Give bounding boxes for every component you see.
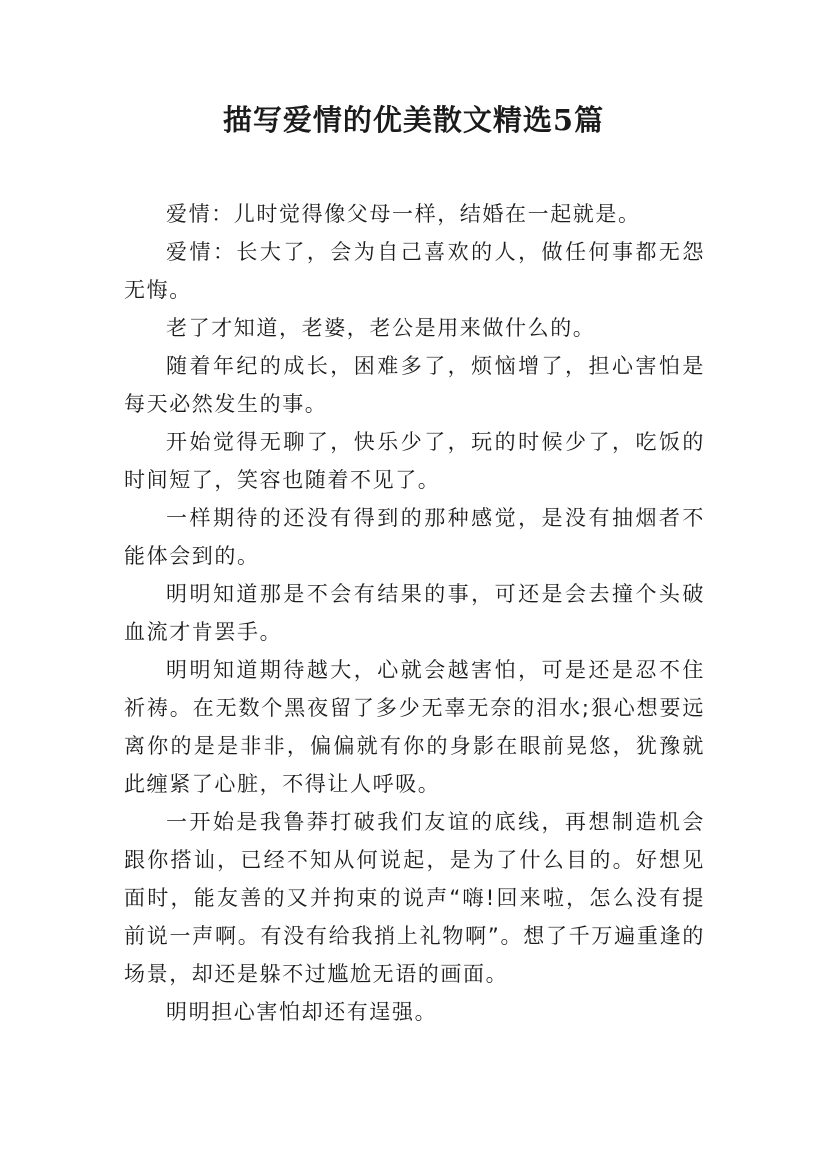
- document-body: [124, 195, 705, 1031]
- paragraph: 一开始是我鲁莽打破我们友谊的底线，再想制造机会跟你搭讪，已经不知从何说起，是为了什么目的。好想见面时，能友善的又并拘束的说声“嗨!回来啦，怎么没有提前说一声啊。有没有给我捎上礼物啊”。想了千万遍重逢的场景，却还是躲不过尴尬无语的画面。: [124, 810, 705, 986]
- paragraph: 老了才知道，老婆，老公是用来做什么的。: [166, 316, 596, 340]
- paragraph: 爱情：长大了，会为自己喜欢的人，做任何事都无怨无悔。: [124, 240, 705, 302]
- paragraph: 明明担心害怕却还有逞强。: [166, 1000, 438, 1024]
- paragraph: 开始觉得无聊了，快乐少了，玩的时候少了，吃饭的时间短了，笑容也随着不见了。: [124, 430, 705, 492]
- paragraph: 明明知道期待越大，心就会越害怕，可是还是忍不住祈祷。在无数个黑夜留了多少无辜无奈的泪水;狠心想要远离你的是是非非，偏偏就有你的身影在眼前晃悠，犹豫就此缠紧了心脏，不得让人呼吸。: [124, 658, 705, 796]
- document-title: 描写爱情的优美散文精选5篇: [222, 103, 605, 137]
- paragraph: 明明知道那是不会有结果的事，可还是会去撞个头破血流才肯罢手。: [124, 582, 705, 644]
- paragraph: 随着年纪的成长，困难多了，烦恼增了，担心害怕是每天必然发生的事。: [124, 354, 705, 416]
- paragraph: 一样期待的还没有得到的那种感觉，是没有抽烟者不能体会到的。: [124, 506, 705, 568]
- paragraph: 爱情：儿时觉得像父母一样，结婚在一起就是。: [166, 202, 641, 226]
